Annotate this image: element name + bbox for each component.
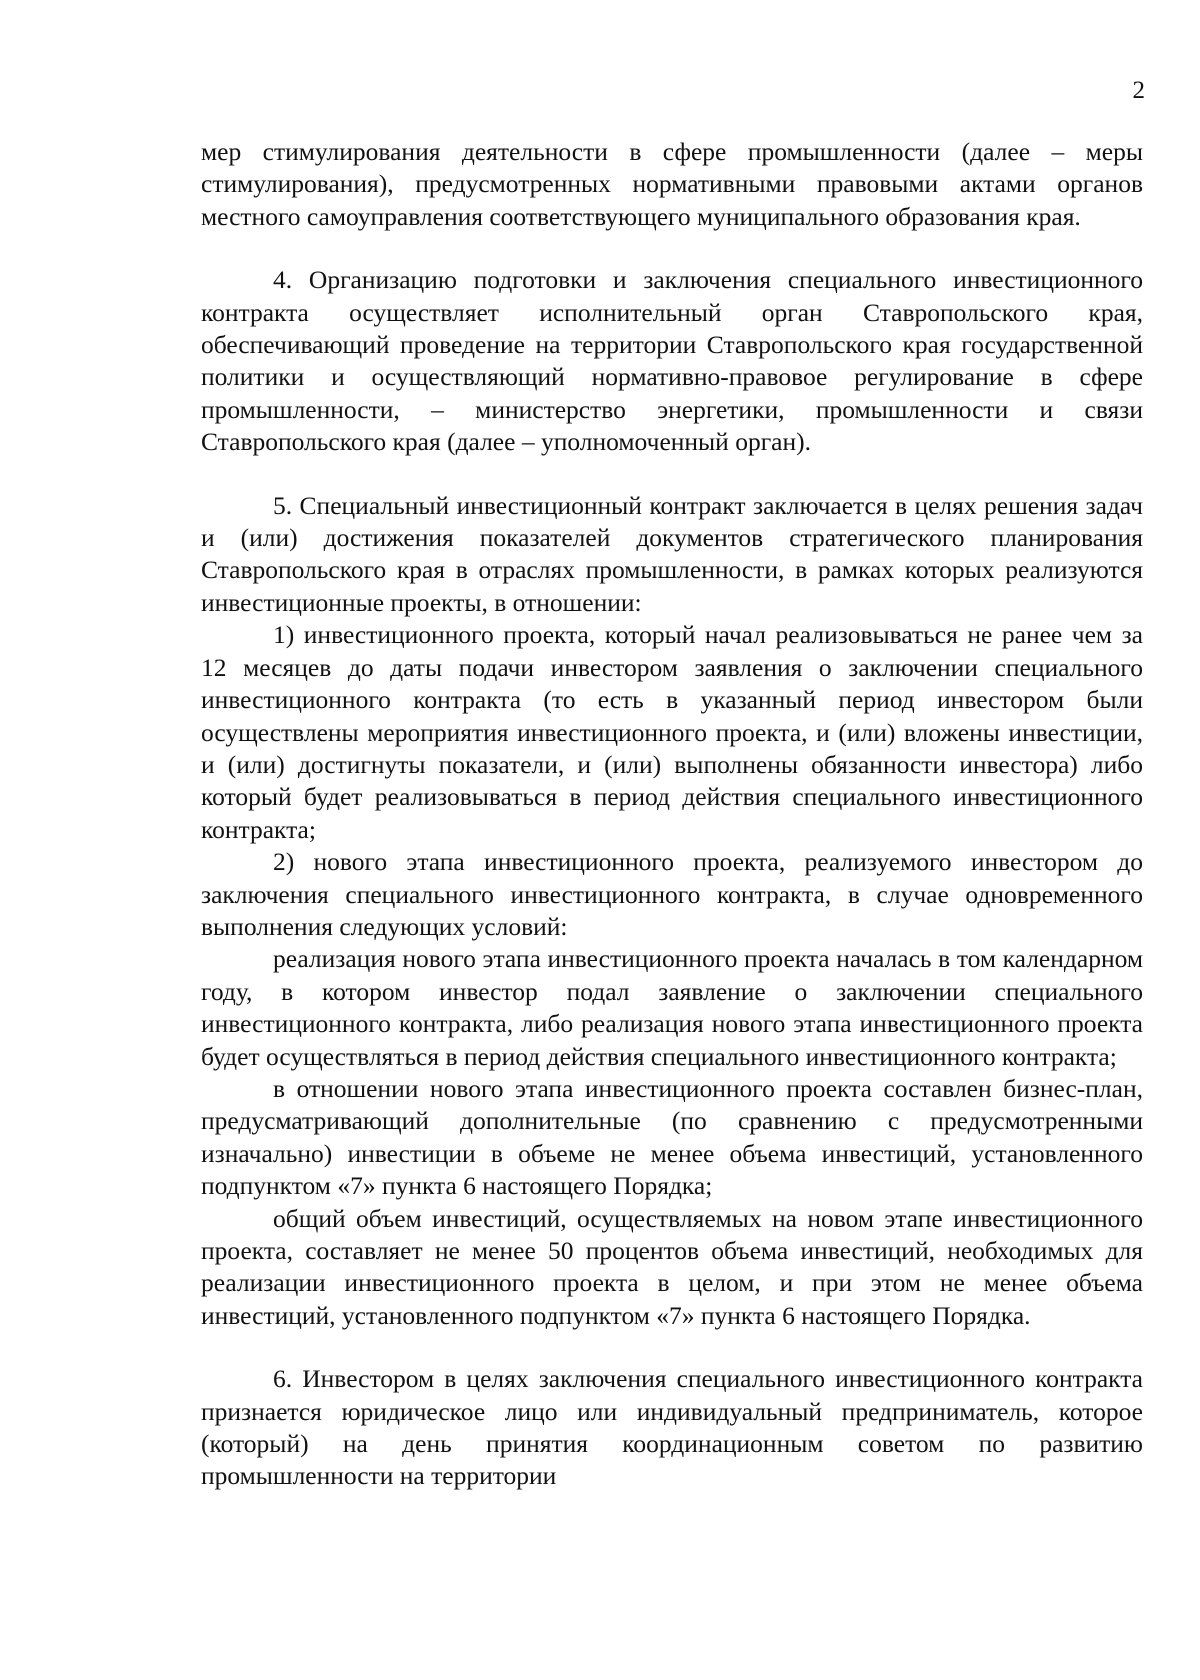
paragraph-subitem-1: 1) инвестиционного проекта, который начал реализовываться не ранее чем за 12 месяцев до даты подачи инвестором заявления о заключении специального инвестиционного контракта (то есть в указанный период инвестором были осуществлены мероприятия инвестиционного проекта, и (или) вложены инвестиции, и (или) достигнуты показатели, и (или) выполнены обязанности инвестора) либо который будет реализовываться в период действия специального инвестиционного контракта; [201, 620, 1143, 844]
paragraph-condition-2: в отношении нового этапа инвестиционного проекта составлен бизнес-план, предусматривающий дополнительные (по сравнению с предусмотренными изначально) инвестиции в объеме не менее объема инвестиций, установленного подпунктом «7» пункта 6 настоящего Порядка; [201, 1073, 1143, 1201]
paragraph-condition-1: реализация нового этапа инвестиционного проекта началась в том календарном году, в котором инвестор подал заявление о заключении специального инвестиционного контракта, либо реализация нового этапа инвестиционного проекта будет осуществляться в период действия специального инвестиционного контракта; [201, 944, 1143, 1071]
document-body [201, 136, 1143, 1493]
page-number: 2 [1132, 77, 1145, 104]
paragraph-item-5: 5. Специальный инвестиционный контракт заключается в целях решения задач и (или) достижения показателей документов стратегического планирования Ставропольского края в отраслях промышленности, в рамках которых реализуются инвестиционные проекты, в отношении: [201, 490, 1143, 617]
paragraph-continuation: мер стимулирования деятельности в сфере промышленности (далее – меры стимулирования), предусмотренных нормативными правовыми актами органов местного самоуправления соответствующего муниципального образования края. [201, 137, 1143, 231]
paragraph-item-6: 6. Инвестором в целях заключения специального инвестиционного контракта признается юридическое лицо или индивидуальный предприниматель, которое (который) на день принятия координационным советом по развитию промышленности на территории [201, 1364, 1143, 1491]
paragraph-subitem-2: 2) нового этапа инвестиционного проекта, реализуемого инвестором до заключения специального инвестиционного контракта, в случае одновременного выполнения следующих условий: [201, 847, 1143, 941]
paragraph-item-4: 4. Организацию подготовки и заключения специального инвестиционного контракта осуществляет исполнительный орган Ставропольского края, обеспечивающий проведение на территории Ставропольского края государственной политики и осуществляющий нормативно-правовое регулирование в сфере промышленности, – министерство энергетики, промышленности и связи Ставропольского края (далее – уполномоченный орган). [201, 265, 1143, 457]
paragraph-condition-3: общий объем инвестиций, осуществляемых на новом этапе инвестиционного проекта, составляет не менее 50 процентов объема инвестиций, необходимых для реализации инвестиционного проекта в целом, и при этом не менее объема инвестиций, установленного подпунктом «7» пункта 6 настоящего Порядка. [201, 1203, 1143, 1330]
